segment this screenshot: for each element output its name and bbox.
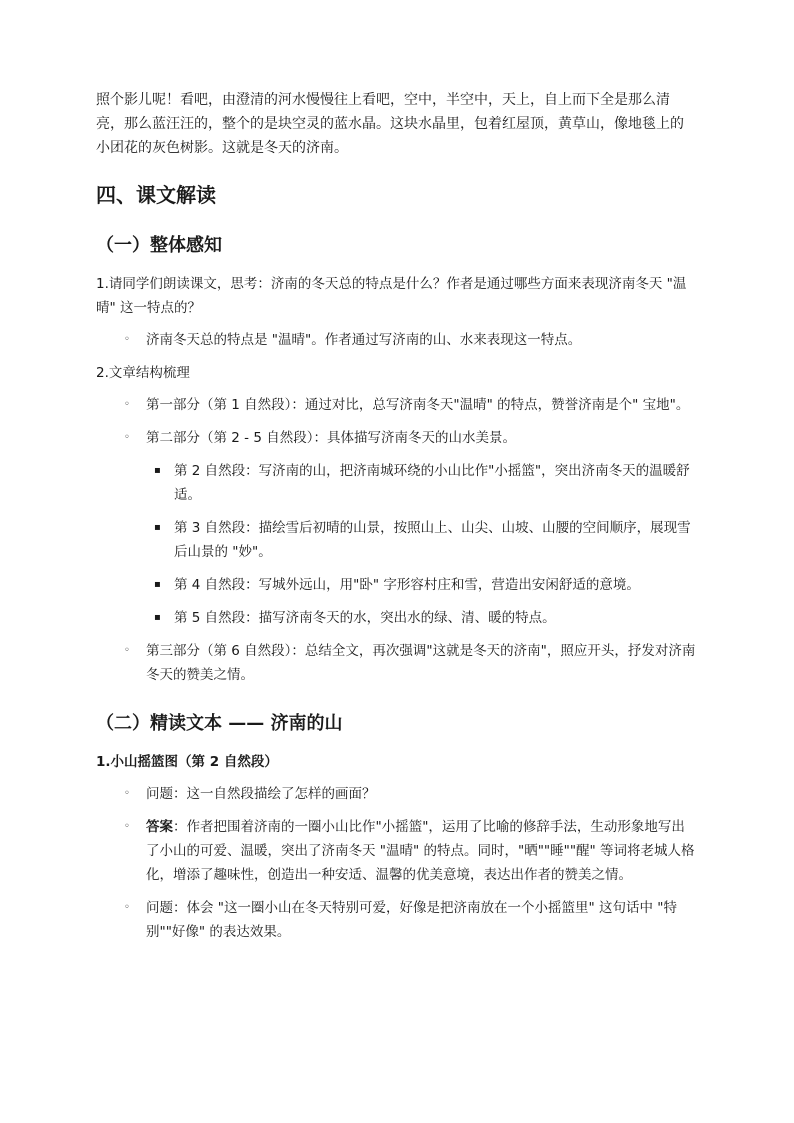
square-bullet-icon: ▪	[154, 579, 161, 590]
structure-part-1: 第一部分（第 1 自然段）：通过对比，总写济南冬天"温晴" 的特点，赞誉济南是个" 宝地"。	[146, 397, 690, 413]
list-item	[96, 815, 696, 887]
paragraph-5-note: 第 5 自然段：描写济南冬天的水，突出水的绿、清、暖的特点。	[174, 610, 556, 626]
list-item	[96, 516, 696, 564]
subheading-cradle: 1.小山摇篮图（第 2 自然段）	[96, 754, 278, 770]
paragraph-2-note: 第 2 自然段：写济南的山，把济南城环绕的小山比作"小摇篮"，突出济南冬天的温暖舒适。	[174, 463, 690, 503]
circle-bullet-icon: ◦	[124, 902, 130, 913]
paragraph-3-note: 第 3 自然段：描绘雪后初晴的山景，按照山上、山尖、山坡、山腰的空间顺序，展现雪后山景的 "妙"。	[174, 520, 691, 560]
structure-part-3: 第三部分（第 6 自然段）：总结全文，再次强调"这就是冬天的济南"，照应开头，抒发对济南冬天的赞美之情。	[146, 643, 696, 683]
question-2: 2.文章结构梳理	[96, 365, 190, 381]
circle-bullet-icon: ◦	[124, 334, 130, 345]
answer-1: 济南冬天总的特点是 "温晴"。作者通过写济南的山、水来表现这一特点。	[146, 332, 582, 348]
circle-bullet-icon: ◦	[124, 645, 130, 656]
structure-part-2: 第二部分（第 2 - 5 自然段）：具体描写济南冬天的山水美景。	[146, 430, 516, 446]
list-item	[96, 426, 696, 450]
list-item	[96, 896, 696, 944]
question-1: 1.请同学们朗读课文，思考：济南的冬天总的特点是什么？作者是通过哪些方面来表现济南冬天 "温晴" 这一特点的？	[96, 276, 687, 316]
list-item	[96, 393, 696, 417]
square-bullet-icon: ▪	[154, 465, 161, 476]
answer-text: ：作者把围着济南的一圈小山比作"小摇篮"，运用了比喻的修辞手法，生动形象地写出了小山的可爱、温暖，突出了济南冬天 "温晴" 的特点。同时，"晒""睡""醒" 等词将老城人格化，增添了趣味性，创造出一种安适、温馨的优美意境，表达出作者的赞美之情。	[146, 819, 695, 883]
list-item	[96, 639, 696, 687]
paragraph-4-note: 第 4 自然段：写城外远山，用"卧" 字形容村庄和雪，营造出安闲舒适的意境。	[174, 577, 640, 593]
part2-heading: （二）精读文本 —— 济南的山	[96, 713, 343, 734]
square-bullet-icon: ▪	[154, 612, 161, 623]
circle-bullet-icon: ◦	[124, 432, 130, 443]
answer-label: 答案	[146, 819, 173, 835]
circle-bullet-icon: ◦	[124, 399, 130, 410]
circle-bullet-icon: ◦	[124, 821, 130, 832]
circle-bullet-icon: ◦	[124, 788, 130, 799]
list-item	[96, 573, 696, 597]
list-item	[96, 459, 696, 507]
list-item	[96, 328, 696, 352]
question-expression: 问题：体会 "这一圈小山在冬天特别可爱，好像是把济南放在一个小摇篮里" 这句话中 "特别""好像" 的表达效果。	[146, 900, 678, 940]
list-item	[96, 606, 696, 630]
square-bullet-icon: ▪	[154, 522, 161, 533]
document-page	[96, 88, 696, 953]
part1-heading: （一）整体感知	[96, 235, 222, 256]
question-scene: 问题：这一自然段描绘了怎样的画面？	[146, 786, 376, 802]
section-heading: 四、课文解读	[96, 183, 216, 207]
intro-paragraph: 照个影儿呢！看吧，由澄清的河水慢慢往上看吧，空中，半空中，天上，自上而下全是那么清亮，那么蓝汪汪的，整个的是块空灵的蓝水晶。这块水晶里，包着红屋顶，黄草山，像地毯上的小团花的灰色树影。这就是冬天的济南。	[96, 92, 684, 156]
list-item	[96, 782, 696, 806]
